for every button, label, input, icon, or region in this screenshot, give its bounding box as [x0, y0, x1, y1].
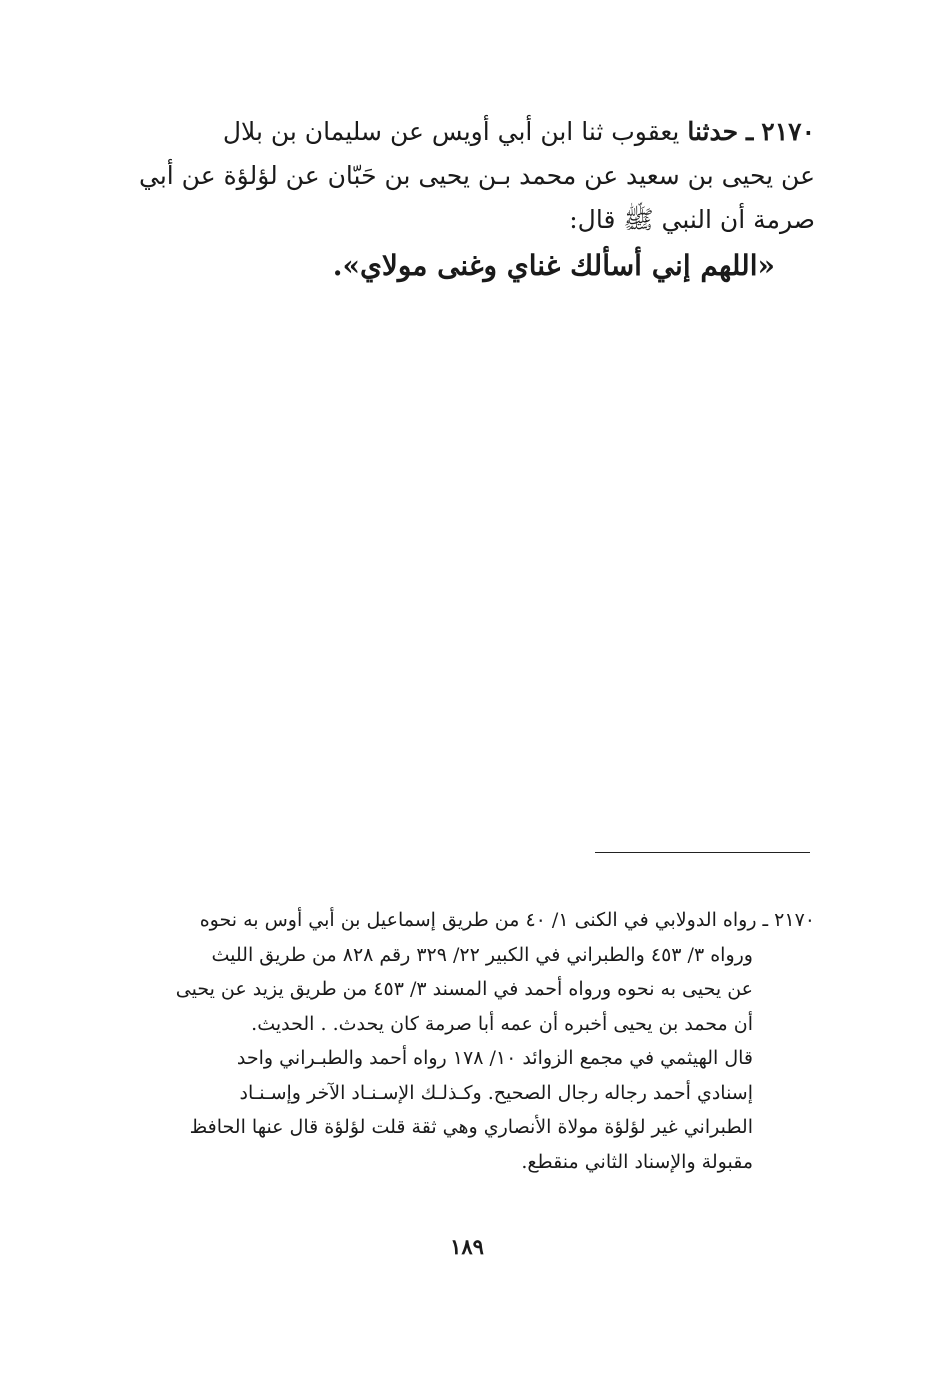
hadith-line-1-text: يعقوب ثنا ابن أبي أويس عن سليمان بن بلال [222, 117, 680, 146]
hadith-lead-word: حدثنا [687, 117, 739, 146]
footnote-divider [595, 852, 810, 853]
hadith-line-3: صرمة أن النبي ﷺ قال: [569, 205, 815, 234]
footnote-line-4: أن محمد بن يحيى أخبره أن عمه أبا صرمة كان يحدث. . الحديث. [251, 1012, 753, 1035]
footnote-separator: ـ [762, 909, 769, 931]
hadith-separator: ـ [746, 117, 754, 146]
hadith-text [135, 110, 815, 288]
footnote-line-2: ورواه ٣/ ٤٥٣ والطبراني في الكبير ٢٢/ ٣٢٩ رقم ٨٢٨ من طريق الليث [211, 943, 753, 966]
page-number: ١٨٩ [450, 1234, 484, 1259]
footnote-line-1 [135, 903, 815, 938]
footnote-line-8: مقبولة والإسناد الثاني منقطع. [521, 1150, 753, 1173]
hadith-number: ٢١٧٠ [761, 117, 815, 146]
footnote-line-3: عن يحيى به نحوه ورواه أحمد في المسند ٣/ ٤٥٣ من طريق يزيد عن يحيى [175, 978, 753, 1000]
hadith-quote: «اللهم إني أسألك غناي وغنى مولاي». [332, 249, 775, 282]
footnote-line-1-text: رواه الدولابي في الكنى ١/ ٤٠ من طريق إسماعيل بن أبي أوس به نحوه [199, 909, 757, 931]
hadith-line-2: عن يحيى بن سعيد عن محمد بـن يحيى بن حَبّان عن لؤلؤة عن أبي [138, 161, 815, 190]
footnote [135, 903, 815, 1179]
footnote-line-7: الطبراني غير لؤلؤة مولاة الأنصاري وهي ثقة قلت لؤلؤة قال عنها الحافظ [189, 1116, 753, 1138]
hadith-line-1 [135, 110, 815, 154]
footnote-number: ٢١٧٠ [774, 909, 815, 931]
footnote-line-6: إسنادي أحمد رجاله رجال الصحيح. وكـذلـك الإسـنـاد الآخر وإسـنـاد [239, 1081, 753, 1104]
footnote-line-5: قال الهيثمي في مجمع الزوائد ١٠/ ١٧٨ رواه أحمد والطبـراني واحد [236, 1047, 753, 1069]
